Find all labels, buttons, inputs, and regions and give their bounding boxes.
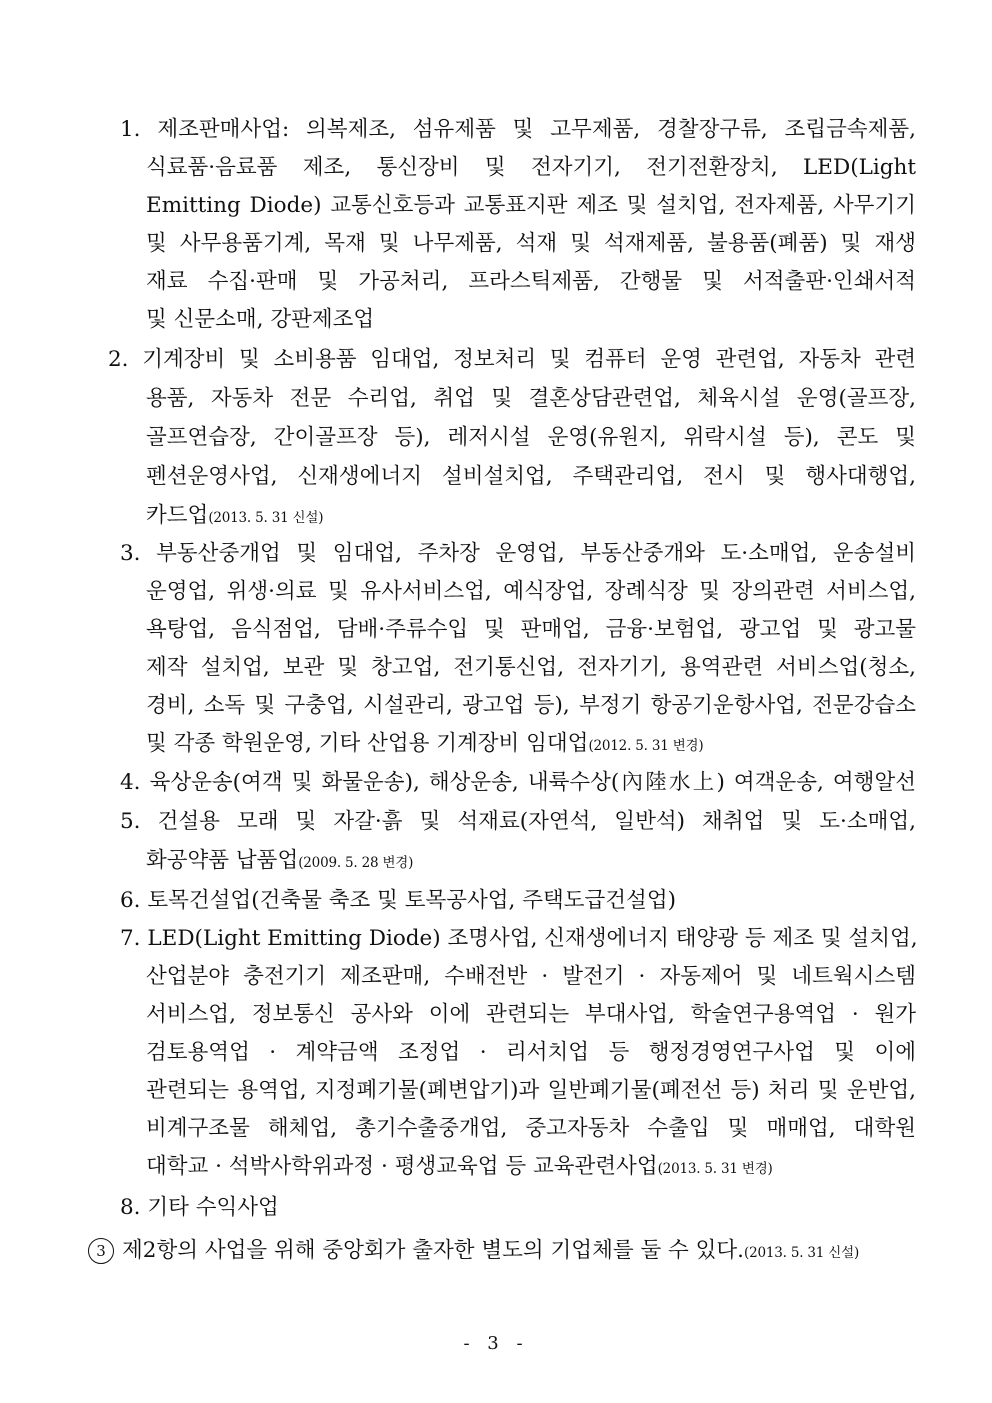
text-line: 운영업, 위생·의료 및 유사서비스업, 예식장업, 장례식장 및 장의관련 서비스업, (146, 579, 916, 604)
text-line (146, 1148, 773, 1185)
text-line: 재료 수집·판매 및 가공처리, 프라스틱제품, 간행물 및 서적출판·인쇄서적 (146, 269, 916, 294)
text-line: 산업분야 충전기기 제조판매, 수배전반 · 발전기 · 자동제어 및 네트웍시스템 (146, 964, 916, 989)
text-line: 비계구조물 해체업, 총기수출중개업, 중고자동차 수출입 및 매매업, 대학원 (146, 1116, 916, 1141)
text-line: 5. 건설용 모래 및 자갈·흙 및 석재료(자연석, 일반석) 채취업 및 도·소매업, (120, 809, 916, 834)
text-line-content: 카드업 (146, 503, 209, 528)
text-line (146, 725, 703, 762)
revision-note: (2013. 5. 31 신설) (208, 510, 324, 526)
text-line (146, 842, 413, 879)
revision-note: (2013. 5. 31 변경) (657, 1161, 773, 1177)
text-line: 2. 기계장비 및 소비용품 임대업, 정보처리 및 컴퓨터 운영 관련업, 자동차 관련 (108, 347, 916, 372)
text-line: 7. LED(Light Emitting Diode) 조명사업, 신재생에너지 태양광 등 제조 및 설치업, (120, 926, 918, 951)
text-line: 골프연습장, 간이골프장 등), 레저시설 운영(유원지, 위락시설 등), 콘도 및 (146, 425, 916, 450)
revision-note: (2009. 5. 28 변경) (298, 855, 414, 871)
text-line (146, 497, 323, 534)
text-line: 및 사무용품기계, 목재 및 나무제품, 석재 및 석재제품, 불용품(폐품) 및 재생 (146, 231, 916, 256)
revision-note: (2013. 5. 31 신설) (744, 1245, 860, 1261)
text-line-content: 화공약품 납품업 (146, 848, 299, 873)
text-line: 서비스업, 정보통신 공사와 이에 관련되는 부대사업, 학술연구용역업 · 원가 (146, 1002, 916, 1027)
text-line: 용품, 자동차 전문 수리업, 취업 및 결혼상담관련업, 체육시설 운영(골프장, (146, 386, 916, 411)
text-line: 1. 제조판매사업: 의복제조, 섬유제품 및 고무제품, 경찰장구류, 조립금속제품, (120, 117, 916, 142)
paragraph-marker: 3 (88, 1238, 114, 1264)
text-line: 경비, 소독 및 구충업, 시설관리, 광고업 등), 부정기 항공기운항사업, 전문강습소 (146, 693, 916, 718)
text-line (88, 1232, 859, 1269)
text-line: 4. 육상운송(여객 및 화물운송), 해상운송, 내륙수상(內陸水上) 여객운송, 여행알선 (120, 770, 916, 795)
paragraph-text: 제2항의 사업을 위해 중앙회가 출자한 별도의 기업체를 둘 수 있다. (122, 1238, 745, 1263)
text-line: 및 신문소매, 강판제조업 (146, 307, 375, 332)
text-line: 6. 토목건설업(건축물 축조 및 토목공사업, 주택도급건설업) (120, 888, 676, 913)
text-line: 8. 기타 수익사업 (120, 1195, 279, 1220)
text-line: 펜션운영사업, 신재생에너지 설비설치업, 주택관리업, 전시 및 행사대행업, (146, 464, 916, 489)
text-line: 검토용역업 · 계약금액 조정업 · 리서치업 등 행정경영연구사업 및 이에 (146, 1040, 916, 1065)
text-line: 욕탕업, 음식점업, 담배·주류수입 및 판매업, 금융·보험업, 광고업 및 광고물 (146, 617, 916, 642)
text-line-content: 및 각종 학원운영, 기타 산업용 기계장비 임대업 (146, 731, 589, 756)
page-number: - 3 - (463, 1333, 529, 1354)
text-line: 관련되는 용역업, 지정폐기물(폐변압기)과 일반폐기물(폐전선 등) 처리 및 운반업, (146, 1078, 916, 1103)
text-line: 제작 설치업, 보관 및 창고업, 전기통신업, 전자기기, 용역관련 서비스업(청소, (146, 655, 916, 680)
revision-note: (2012. 5. 31 변경) (588, 738, 704, 754)
text-line: Emitting Diode) 교통신호등과 교통표지판 제조 및 설치업, 전자제품, 사무기기 (146, 193, 916, 218)
text-line: 3. 부동산중개업 및 임대업, 주차장 운영업, 부동산중개와 도·소매업, 운송설비 (120, 541, 916, 566)
text-line: 식료품·음료품 제조, 통신장비 및 전자기기, 전기전환장치, LED(Light (146, 155, 916, 180)
text-line-content: 대학교 · 석박사학위과정 · 평생교육업 등 교육관련사업 (146, 1154, 658, 1179)
